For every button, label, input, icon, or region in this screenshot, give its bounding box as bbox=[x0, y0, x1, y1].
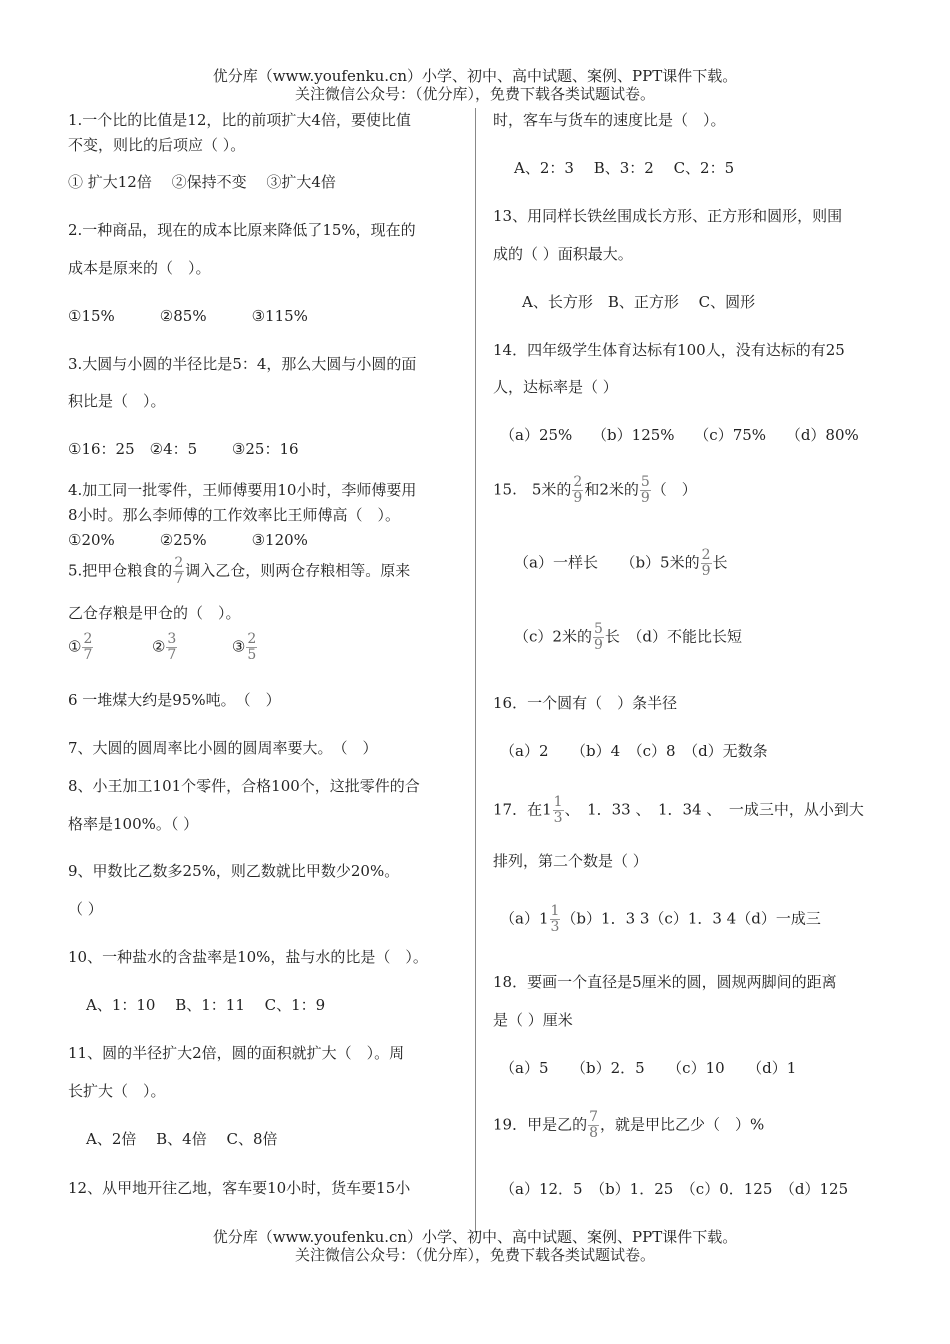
q1-options: ① 扩大12倍 ②保持不变 ③扩大4倍 bbox=[68, 173, 336, 191]
q15-text-mid: 和2米的 bbox=[584, 480, 639, 499]
q5-option-3-fraction bbox=[246, 632, 257, 663]
q5-frac-den: 7 bbox=[174, 571, 184, 587]
q15-option-c-fraction bbox=[593, 622, 604, 653]
q19-text-post: ，就是甲比乙少（ ）% bbox=[600, 1115, 765, 1134]
q14-line-1: 14．四年级学生体育达标有100人，没有达标的有25 bbox=[493, 341, 845, 359]
q19-line-1 bbox=[493, 1110, 764, 1141]
q17-options bbox=[500, 904, 821, 935]
column-divider bbox=[475, 108, 476, 1233]
q15-option-a-b bbox=[514, 548, 728, 579]
q5-o2-num: 3 bbox=[167, 631, 177, 647]
q8-line-1: 8、小王加工101个零件，合格100个，这批零件的合 bbox=[68, 777, 420, 795]
q2-options: ①15% ②85% ③115% bbox=[68, 307, 308, 325]
q15-fc-den: 9 bbox=[593, 637, 603, 653]
q11-options: A、2倍 B、4倍 C、8倍 bbox=[86, 1130, 278, 1148]
q5-o3-num: 2 bbox=[247, 631, 257, 647]
q19-options: （a）12．5 （b）1．25 （c）0．125 （d）125 bbox=[500, 1180, 849, 1198]
q5-fraction bbox=[173, 556, 184, 587]
q19-frac-den: 8 bbox=[589, 1125, 599, 1141]
q12-line-2: 时，客车与货车的速度比是（ ）。 bbox=[493, 111, 726, 129]
q14-line-2: 人，达标率是（ ） bbox=[493, 378, 618, 396]
q11-line-1: 11、圆的半径扩大2倍，圆的面积就扩大（ ）。周 bbox=[68, 1044, 405, 1062]
q2-line-1: 2.一种商品，现在的成本比原来降低了15%，现在的 bbox=[68, 221, 416, 239]
q15-f1-num: 2 bbox=[573, 474, 583, 490]
q15-option-c-text: （c）2米的 bbox=[514, 627, 592, 646]
q4-options: ①20% ②25% ③120% bbox=[68, 531, 308, 549]
q1-line-1: 1.一个比的比值是12，比的前项扩大4倍，要使比值 bbox=[68, 111, 411, 129]
q17-oa-num: 1 bbox=[550, 903, 560, 919]
q16-line-1: 16．一个圆有（ ）条半径 bbox=[493, 694, 678, 712]
q15-f2-den: 9 bbox=[640, 490, 650, 506]
q6-line: 6 一堆煤大约是95%吨。 （ ） bbox=[68, 691, 281, 709]
footer-line-2: 关注微信公众号：（优分库），免费下载各类试题试卷。 bbox=[294, 1246, 655, 1264]
q5-options bbox=[68, 632, 258, 663]
q5-text-post: 调入乙仓，则两仓存粮相等。原来 bbox=[185, 561, 411, 580]
q15-text-post: （ ） bbox=[651, 480, 697, 499]
header-line-2: 关注微信公众号：（优分库），免费下载各类试题试卷。 bbox=[294, 85, 655, 103]
q5-o1-den: 7 bbox=[83, 647, 93, 663]
q17-option-a-pre: （a）1 bbox=[500, 909, 549, 928]
q15-option-c-d bbox=[514, 622, 742, 653]
q15-option-b-fraction bbox=[701, 548, 712, 579]
q15-option-c-post: 长 （d）不能比长短 bbox=[604, 627, 742, 646]
footer-line-1: 优分库（www.youfenku.cn）小学、初中、高中试题、案例、PPT课件下载。 bbox=[212, 1228, 738, 1246]
q5-frac-num: 2 bbox=[174, 555, 184, 571]
q5-o3-den: 5 bbox=[247, 647, 257, 663]
q15-text-pre: 15. 5米的 bbox=[493, 480, 572, 499]
q7-line: 7、大圆的圆周率比小圆的圆周率要大。 （ ） bbox=[68, 739, 378, 757]
q17-line-2: 排列，第二个数是（ ） bbox=[493, 852, 648, 870]
q9-line-2: （ ） bbox=[68, 900, 103, 918]
q15-fa-den: 9 bbox=[701, 563, 711, 579]
q5-line-2: 乙仓存粮是甲仓的（ ）。 bbox=[68, 604, 241, 622]
q18-line-2: 是（ ）厘米 bbox=[493, 1011, 573, 1029]
q17-text-post: 、 1．33 、 1．34 、 一成三中，从小到大 bbox=[564, 800, 864, 819]
q5-text-pre: 5.把甲仓粮食的 bbox=[68, 561, 173, 580]
q17-option-rest: （b）1．3 3（c）1．3 4（d）一成三 bbox=[561, 909, 821, 928]
q10-line-1: 10、一种盐水的含盐率是10%，盐与水的比是（ ）。 bbox=[68, 948, 428, 966]
q17-option-a-fraction bbox=[550, 904, 561, 935]
q8-line-2: 格率是100%。（ ） bbox=[68, 815, 199, 833]
q3-options: ①16：25 ②4：5 ③25：16 bbox=[68, 440, 299, 458]
q3-line-2: 积比是（ ）。 bbox=[68, 392, 166, 410]
q17-oa-den: 3 bbox=[550, 919, 560, 935]
q13-line-2: 成的（ ）面积最大。 bbox=[493, 245, 633, 263]
q19-text-pre: 19．甲是乙的 bbox=[493, 1115, 588, 1134]
q5-o1-num: 2 bbox=[83, 631, 93, 647]
q18-line-1: 18．要画一个直径是5厘米的圆，圆规两脚间的距离 bbox=[493, 973, 837, 991]
q10-options: A、1：10 B、1：11 C、1：9 bbox=[86, 996, 326, 1014]
q5-option-3-mark: ③ bbox=[231, 637, 246, 656]
q5-option-2-fraction bbox=[166, 632, 177, 663]
q15-f2-num: 5 bbox=[640, 474, 650, 490]
q5-option-2-mark: ② bbox=[151, 637, 166, 656]
q13-line-1: 13、用同样长铁丝围成长方形、正方形和圆形，则围 bbox=[493, 207, 843, 225]
q16-options: （a）2 （b）4 （c）8 （d）无数条 bbox=[500, 742, 768, 760]
q17-line-1 bbox=[493, 795, 864, 826]
q15-fraction-2 bbox=[640, 475, 651, 506]
q12-line-1: 12、从甲地开往乙地，客车要10小时，货车要15小 bbox=[68, 1179, 411, 1197]
q15-option-b-post: 长 bbox=[712, 553, 728, 572]
q19-fraction bbox=[588, 1110, 599, 1141]
q14-options: （a）25% （b）125% （c）75% （d）80% bbox=[500, 426, 859, 444]
q18-options: （a）5 （b）2．5 （c）10 （d）1 bbox=[500, 1059, 797, 1077]
q4-line-1: 4.加工同一批零件，王师傅要用10小时，李师傅要用 bbox=[68, 481, 417, 499]
q13-options: A、长方形 B、正方形 C、圆形 bbox=[522, 293, 756, 311]
q5-line-1 bbox=[68, 556, 410, 587]
q15-fa-num: 2 bbox=[701, 547, 711, 563]
header-line-1: 优分库（www.youfenku.cn）小学、初中、高中试题、案例、PPT课件下载。 bbox=[212, 67, 738, 85]
q1-line-2: 不变，则比的后项应（ ）。 bbox=[68, 136, 246, 154]
q3-line-1: 3.大圆与小圆的半径比是5：4，那么大圆与小圆的面 bbox=[68, 355, 417, 373]
q17-fraction bbox=[553, 795, 564, 826]
q4-line-2: 8小时。那么李师傅的工作效率比王师傅高（ ）。 bbox=[68, 506, 401, 524]
q19-frac-num: 7 bbox=[589, 1109, 599, 1125]
q15-line-1 bbox=[493, 475, 697, 506]
q15-option-a-text: （a）一样长 （b）5米的 bbox=[514, 553, 700, 572]
q15-f1-den: 9 bbox=[573, 490, 583, 506]
q17-text-pre: 17．在1 bbox=[493, 800, 552, 819]
q5-option-1-mark: ① bbox=[68, 637, 82, 656]
q9-line-1: 9、甲数比乙数多25%，则乙数就比甲数少20%。 bbox=[68, 862, 400, 880]
q15-fraction-1 bbox=[572, 475, 583, 506]
q11-line-2: 长扩大（ ）。 bbox=[68, 1082, 166, 1100]
q17-frac-den: 3 bbox=[553, 810, 563, 826]
q17-frac-num: 1 bbox=[553, 794, 563, 810]
q5-o2-den: 7 bbox=[167, 647, 177, 663]
q12-options: A、2：3 B、3：2 C、2：5 bbox=[514, 159, 735, 177]
q2-line-2: 成本是原来的（ ）。 bbox=[68, 259, 211, 277]
q5-option-1-fraction bbox=[82, 632, 93, 663]
q15-fc-num: 5 bbox=[593, 621, 603, 637]
